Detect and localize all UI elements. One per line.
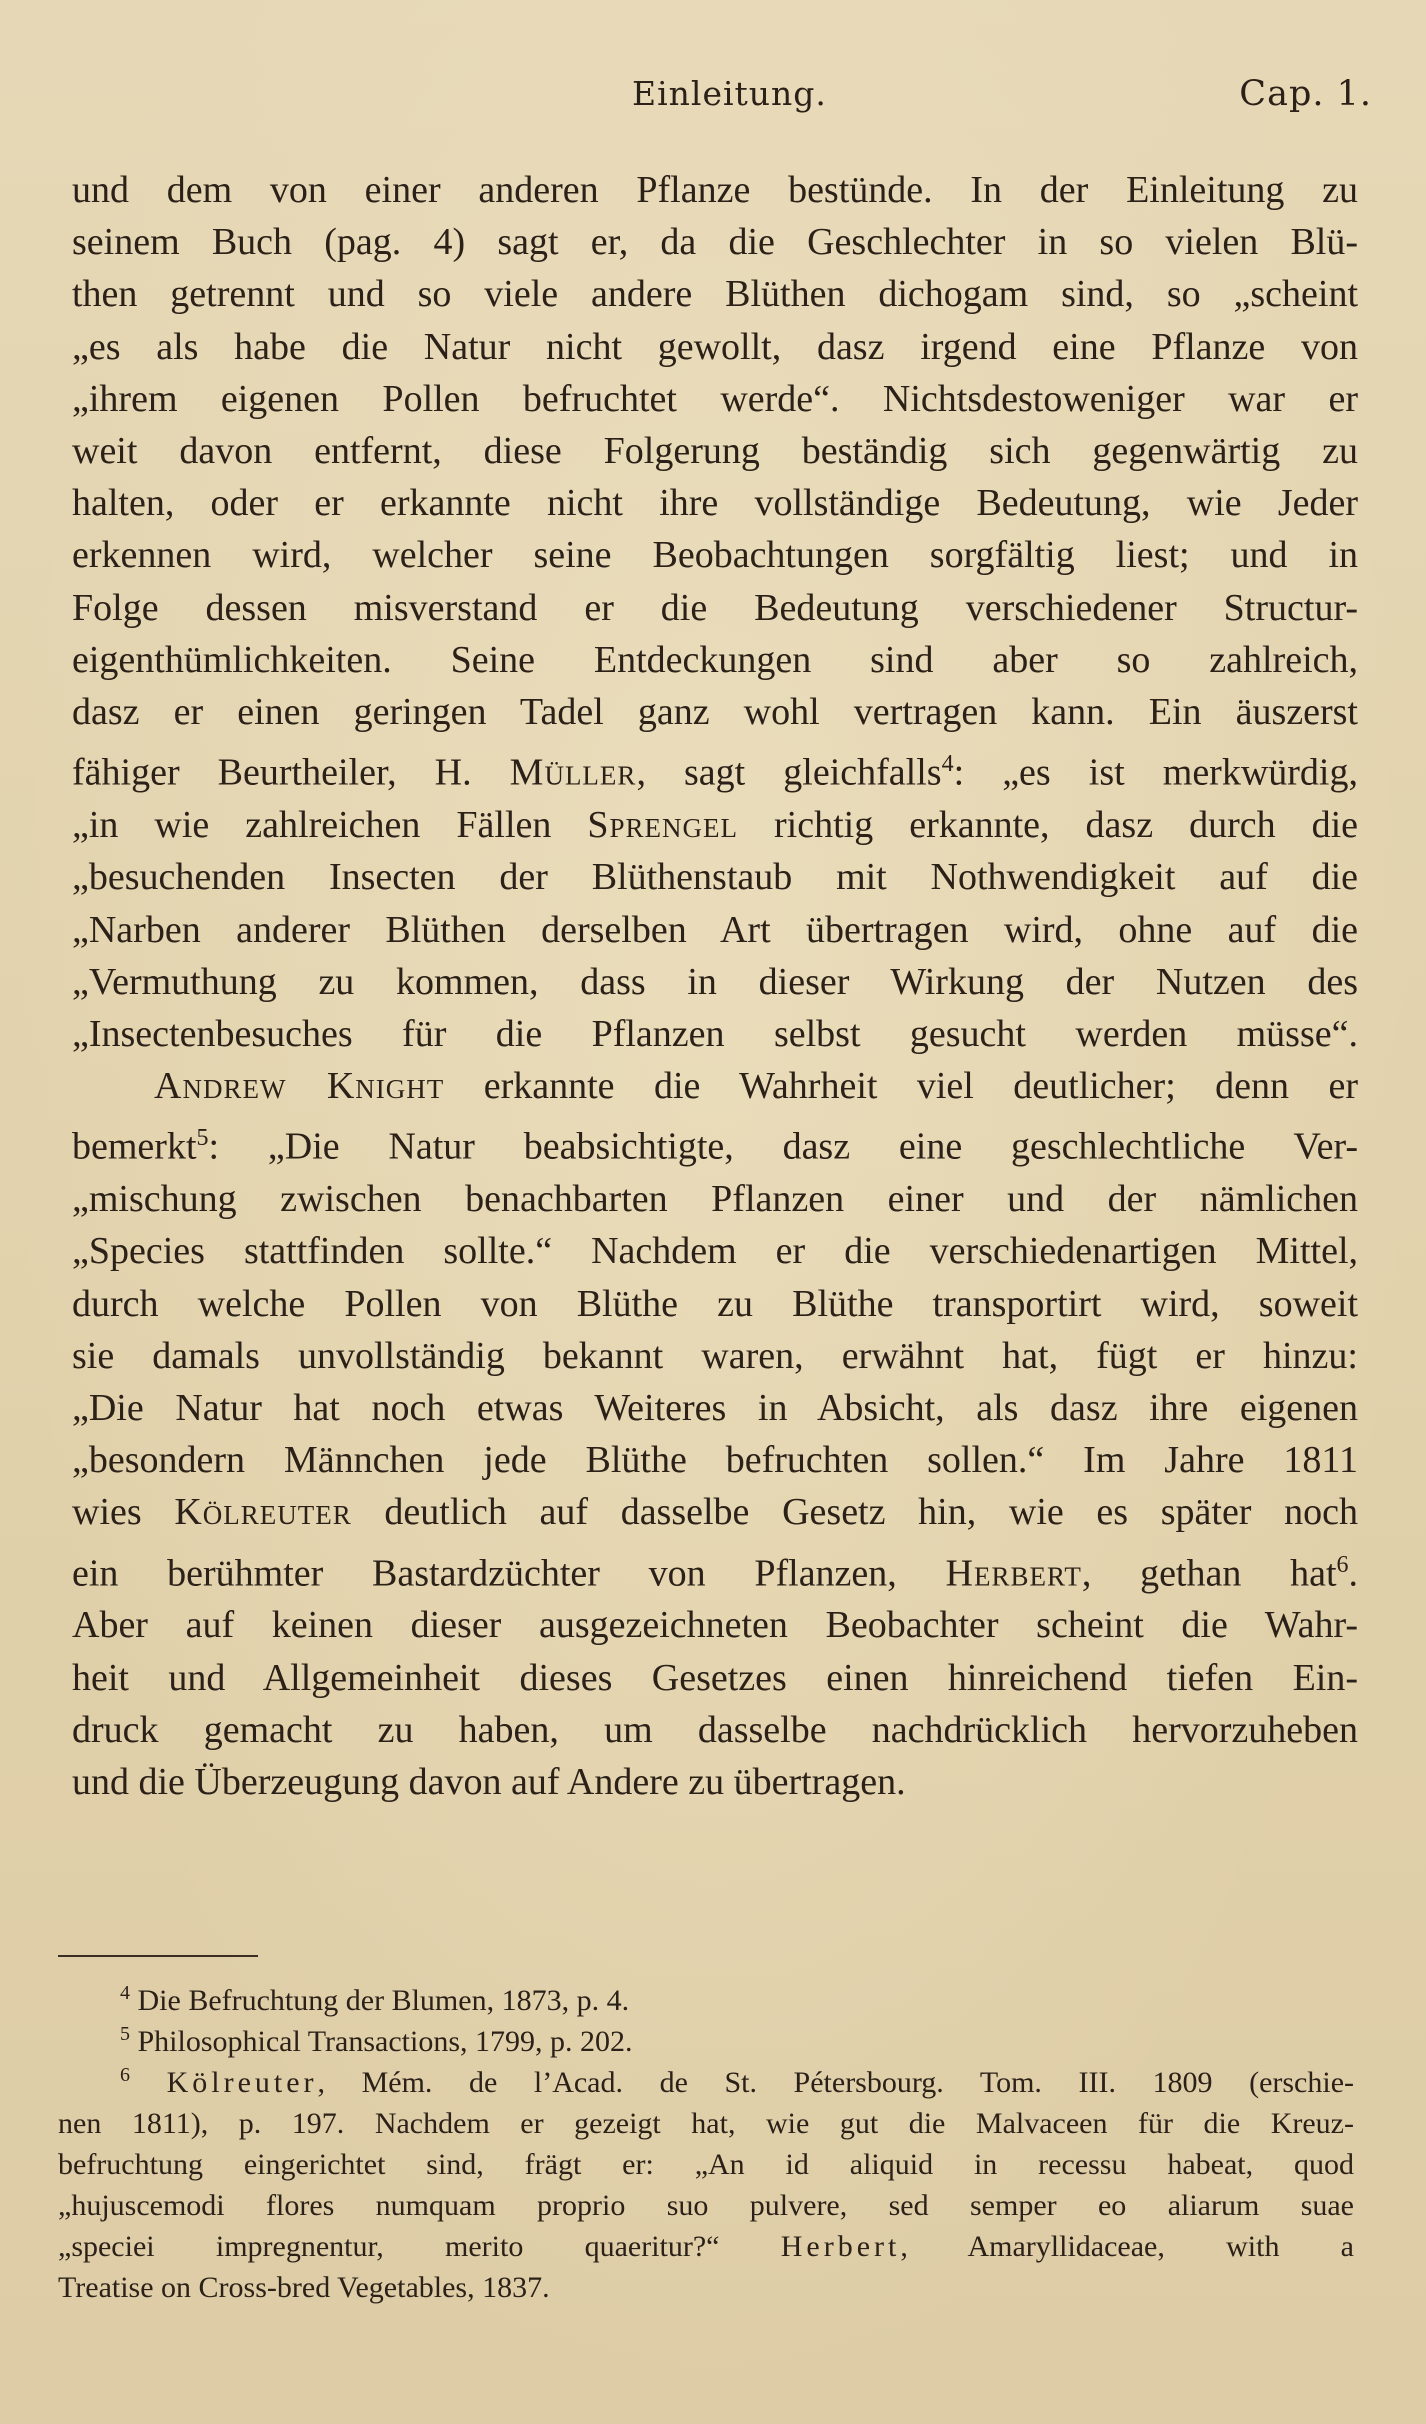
text-run: deutlich auf dasselbe Gesetz hin, wie es später noch bbox=[351, 1491, 1358, 1534]
footnote-author: Kölreuter bbox=[166, 2066, 318, 2099]
text-line: „Species stattfinden sollte.“ Nachdem er die verschiedenartigen Mittel, bbox=[72, 1230, 1358, 1273]
text-line: weit davon entfernt, diese Folgerung beständig sich gegenwärtig zu bbox=[72, 430, 1358, 473]
running-header bbox=[72, 74, 1372, 124]
footnote-6-line-3: befruchtung eingerichtet sind, frägt er: „An id aliquid in recessu habeat, quod bbox=[58, 2148, 1354, 2181]
footnote-text: , Mém. de l’Acad. de St. Pétersbourg. Tom. III. 1809 (erschie- bbox=[317, 2066, 1354, 2099]
text-line: „Die Natur hat noch etwas Weiteres in Absicht, als dasz ihre eigenen bbox=[72, 1386, 1358, 1429]
text-run: bemerkt bbox=[72, 1125, 197, 1168]
text-line: „besondern Männchen jede Blüthe befruchten sollen.“ Im Jahre 1811 bbox=[72, 1439, 1358, 1482]
text-run: fähiger Beurtheiler, H. bbox=[72, 751, 510, 794]
footnote-ref: 4 bbox=[941, 751, 954, 778]
footnote-6-line-5 bbox=[58, 2226, 1354, 2267]
text-line bbox=[72, 1112, 1358, 1173]
footnote-text: , Amaryllidaceae, with a bbox=[900, 2230, 1354, 2263]
text-run: erkannte die Wahrheit viel deutlicher; denn er bbox=[444, 1065, 1358, 1108]
main-text bbox=[72, 164, 1358, 1808]
footnote-mark: 6 bbox=[120, 2064, 130, 2086]
text-line: „Insectenbesuches für die Pflanzen selbst gesucht werden müsse“. bbox=[72, 1012, 1358, 1055]
text-line: „Narben anderer Blüthen derselben Art übertragen wird, ohne auf die bbox=[72, 908, 1358, 951]
footnote-6-line-6: Treatise on Cross-bred Vegetables, 1837. bbox=[58, 2271, 550, 2304]
author-name: Müller bbox=[509, 751, 637, 794]
footnote-6-line-4: „hujuscemodi flores numquam proprio suo pulvere, sed semper eo aliarum suae bbox=[58, 2189, 1354, 2222]
footnote-text: Philosophical Transactions, 1799, p. 202. bbox=[137, 2025, 633, 2058]
text-line: then getrennt und so viele andere Blüthen dichogam sind, so „scheint bbox=[72, 273, 1358, 316]
text-run: wies bbox=[72, 1491, 175, 1534]
footnote-6-line-2: nen 1811), p. 197. Nachdem er gezeigt hat, wie gut die Malvaceen für die Kreuz- bbox=[58, 2107, 1354, 2140]
text-run: , sagt gleichfalls bbox=[636, 751, 942, 794]
footnote-mark: 5 bbox=[120, 2023, 130, 2045]
author-name: Sprengel bbox=[587, 804, 739, 847]
text-line: „mischung zwischen benachbarten Pflanzen einer und der nämlichen bbox=[72, 1178, 1358, 1221]
text-line: Folge dessen misverstand er die Bedeutung verschiedener Structur- bbox=[72, 586, 1358, 629]
running-title: Einleitung. bbox=[632, 74, 827, 113]
text-line bbox=[72, 799, 1358, 851]
author-name: Andrew Knight bbox=[154, 1065, 445, 1108]
text-line: „Vermuthung zu kommen, dass in dieser Wirkung der Nutzen des bbox=[72, 960, 1358, 1003]
text-line bbox=[72, 738, 1358, 799]
text-line: und die Überzeugung davon auf Andere zu übertragen. bbox=[72, 1761, 906, 1804]
text-line: halten, oder er erkannte nicht ihre vollständige Bedeutung, wie Jeder bbox=[72, 482, 1358, 525]
text-run: : „es ist merkwürdig, bbox=[953, 751, 1358, 794]
text-line: seinem Buch (pag. 4) sagt er, da die Geschlechter in so vielen Blü- bbox=[72, 221, 1358, 264]
footnote-ref: 5 bbox=[196, 1125, 209, 1152]
text-line: und dem von einer anderen Pflanze bestünde. In der Einleitung zu bbox=[72, 169, 1358, 211]
text-line: heit und Allgemeinheit dieses Gesetzes einen hinreichend tiefen Ein- bbox=[72, 1656, 1358, 1699]
footnote-text: „speciei impregnentur, merito quaeritur?“ bbox=[58, 2230, 781, 2263]
text-line bbox=[72, 1539, 1358, 1600]
text-line: dasz er einen geringen Tadel ganz wohl vertragen kann. Ein äuszerst bbox=[72, 691, 1358, 734]
text-line: druck gemacht zu haben, um dasselbe nachdrücklich hervorzuheben bbox=[72, 1708, 1358, 1751]
text-line: sie damals unvollständig bekannt waren, erwähnt hat, fügt er hinzu: bbox=[72, 1334, 1358, 1377]
footnote-5 bbox=[58, 2021, 1354, 2062]
chapter-label: Cap. 1. bbox=[1239, 74, 1372, 114]
text-line bbox=[72, 1060, 1358, 1112]
text-line: „ihrem eigenen Pollen befruchtet werde“. Nichtsdestoweniger war er bbox=[72, 377, 1358, 420]
text-run: ein berühmter Bastardzüchter von Pflanzen, bbox=[72, 1552, 946, 1595]
author-name: Herbert bbox=[945, 1552, 1082, 1595]
author-name: Kölreuter bbox=[174, 1491, 352, 1534]
text-run: : „Die Natur beabsichtigte, dasz eine geschlechtliche Ver- bbox=[208, 1125, 1358, 1168]
text-run: richtig erkannte, dasz durch die bbox=[738, 804, 1358, 847]
text-run: . bbox=[1348, 1552, 1358, 1595]
footnote-separator bbox=[58, 1955, 258, 1957]
text-run: „in wie zahlreichen Fällen bbox=[72, 804, 588, 847]
text-line: erkennen wird, welcher seine Beobachtungen sorgfältig liest; und in bbox=[72, 534, 1358, 577]
text-line bbox=[72, 1486, 1358, 1538]
footnote-author: Herbert bbox=[780, 2230, 901, 2263]
footnote-mark: 4 bbox=[120, 1982, 130, 2004]
footnote-text: Die Befruchtung der Blumen, 1873, p. 4. bbox=[137, 1984, 630, 2017]
footnote-6-line-1 bbox=[58, 2062, 1354, 2103]
text-line: Aber auf keinen dieser ausgezeichneten Beobachter scheint die Wahr- bbox=[72, 1604, 1358, 1647]
text-line: „besuchenden Insecten der Blüthenstaub mit Nothwendigkeit auf die bbox=[72, 856, 1358, 899]
text-line: „es als habe die Natur nicht gewollt, dasz irgend eine Pflanze von bbox=[72, 325, 1358, 368]
footnote-4 bbox=[58, 1980, 1354, 2021]
footnotes bbox=[58, 1980, 1354, 2308]
text-run: , gethan hat bbox=[1081, 1552, 1337, 1595]
text-line: durch welche Pollen von Blüthe zu Blüthe transportirt wird, soweit bbox=[72, 1282, 1358, 1325]
footnote-ref: 6 bbox=[1336, 1551, 1349, 1578]
text-line: eigenthümlichkeiten. Seine Entdeckungen sind aber so zahlreich, bbox=[72, 638, 1358, 681]
